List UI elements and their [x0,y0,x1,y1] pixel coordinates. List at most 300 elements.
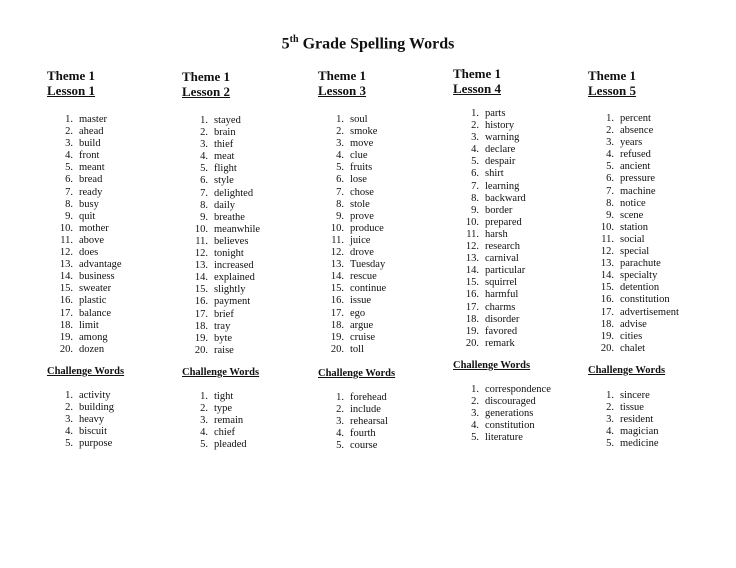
item-number: 19. [330,331,344,343]
spelling-word: does [79,247,99,259]
spelling-word: tonight [214,248,244,260]
list-item [453,156,526,168]
item-number: 3. [336,416,344,428]
list-item [182,345,260,357]
item-number: 7. [471,180,479,192]
theme-label: Theme 1 [318,68,367,83]
list-item [47,271,122,283]
item-number: 8. [606,197,614,209]
lesson-heading: Lesson 1 [47,83,96,98]
spelling-word: years [620,137,643,149]
item-number: 13. [465,253,479,265]
list-item [318,416,388,428]
item-number: 12. [330,247,344,259]
item-number: 16. [194,296,208,308]
list-item [453,229,526,241]
spelling-word: master [79,114,107,125]
spelling-word: harsh [485,228,508,240]
spelling-word: special [620,246,650,258]
list-item [182,248,260,260]
item-number: 19. [465,325,479,337]
item-number: 15. [600,282,614,294]
spelling-word: issue [350,295,371,307]
challenge-heading: Challenge Words [318,368,396,379]
list-item [453,314,526,326]
spelling-word: byte [214,332,233,344]
spelling-word: fruits [350,162,373,174]
item-number: 16. [600,294,614,306]
list-item [318,332,386,344]
list-item [318,295,386,307]
list-item [182,175,260,187]
item-number: 3. [200,415,208,427]
list-item [318,199,386,211]
spelling-word: meant [79,162,105,174]
spelling-word: advantage [79,259,122,271]
item-number: 11. [601,233,614,245]
list-item [47,211,122,223]
item-number: 4. [336,428,344,440]
item-number: 1. [606,390,614,401]
list-item [318,344,386,356]
challenge-list [453,384,551,444]
spelling-word: cruise [350,331,376,343]
list-item [453,302,526,314]
spelling-word: raise [214,344,234,356]
list-item [318,320,386,332]
list-item [453,108,526,120]
spelling-word: ego [350,307,366,319]
item-number: 2. [336,404,344,416]
item-number: 1. [65,114,73,125]
challenge-word: course [350,440,378,452]
item-number: 5. [65,438,73,450]
item-number: 7. [65,186,73,198]
list-item [588,282,679,294]
item-number: 3. [606,414,614,426]
spelling-word: stole [350,198,370,210]
list-item [182,115,260,127]
list-item [588,161,679,173]
item-number: 1. [65,390,73,401]
spelling-word: lose [350,174,367,186]
spelling-word: particular [485,265,526,277]
item-number: 4. [200,151,208,163]
list-item [47,308,122,320]
item-number: 14. [465,265,479,277]
spelling-word: balance [79,307,112,319]
item-number: 1. [471,108,479,119]
list-item [588,438,658,450]
item-number: 5. [65,162,73,174]
spelling-word: front [79,150,100,162]
list-item [453,193,526,205]
spelling-word: juice [350,234,371,246]
spelling-word: border [485,204,513,216]
spelling-word: meanwhile [214,223,261,235]
spelling-word: busy [79,198,99,210]
challenge-word: remain [214,415,244,427]
item-number: 12. [465,241,479,253]
spelling-word: bread [79,174,103,186]
list-item [182,200,260,212]
list-item [182,139,260,151]
challenge-word: forehead [350,392,387,403]
item-number: 14. [59,271,73,283]
item-number: 10. [330,222,344,234]
list-item [453,432,551,444]
challenge-word: generations [485,408,534,420]
item-number: 15. [465,277,479,289]
spelling-word: carnival [485,253,519,265]
list-item [588,173,679,185]
item-number: 12. [600,246,614,258]
spelling-word: toll [350,343,365,355]
list-item [588,390,658,402]
item-number: 19. [194,332,208,344]
spelling-word: scene [620,209,644,221]
spelling-word: payment [214,296,251,308]
list-item [588,137,679,149]
spelling-word: detention [620,282,660,294]
item-number: 20. [194,344,208,356]
lesson-heading: Lesson 5 [588,83,637,98]
spelling-word: backward [485,192,526,204]
item-number: 4. [65,426,73,438]
item-number: 5. [336,440,344,452]
spelling-word: limit [79,319,99,331]
list-item [47,126,122,138]
list-item [182,188,260,200]
list-item [318,114,386,126]
list-item [588,234,679,246]
spelling-word: move [350,138,374,150]
list-item [453,217,526,229]
item-number: 19. [59,331,73,343]
item-number: 5. [606,438,614,450]
list-item [318,150,386,162]
list-item [47,283,122,295]
item-number: 16. [59,295,73,307]
list-item [453,120,526,132]
item-number: 18. [194,320,208,332]
spelling-word: continue [350,283,387,295]
spelling-word: ahead [79,126,104,138]
spelling-word: notice [620,197,646,209]
spelling-word: among [79,331,108,343]
word-list [182,115,260,357]
spelling-word: produce [350,222,384,234]
item-number: 7. [200,187,208,199]
challenge-word: medicine [620,438,659,450]
spelling-word: shirt [485,168,504,180]
item-number: 12. [59,247,73,259]
item-number: 13. [194,260,208,272]
word-list [47,114,122,356]
item-number: 2. [200,127,208,139]
spelling-word: meat [214,151,235,163]
spelling-word: history [485,120,515,132]
spelling-word: parts [485,108,506,119]
lesson-heading: Lesson 4 [453,81,502,96]
list-item [47,174,122,186]
spelling-word: increased [214,260,254,272]
list-item [47,114,122,126]
list-item [182,151,260,163]
list-item [182,296,260,308]
spelling-word: prepared [485,216,522,228]
list-item [453,420,551,432]
list-item [453,253,526,265]
item-number: 8. [336,198,344,210]
list-item [182,212,260,224]
spelling-word: chalet [620,342,646,354]
item-number: 6. [336,174,344,186]
item-number: 2. [65,126,73,138]
item-number: 5. [606,161,614,173]
item-number: 5. [200,163,208,175]
item-number: 4. [471,420,479,432]
list-item [318,126,386,138]
list-item [588,426,658,438]
spelling-word: above [79,234,105,246]
item-number: 8. [65,198,73,210]
list-item [182,439,247,451]
list-item [588,258,679,270]
list-item [182,224,260,236]
spelling-word: explained [214,272,255,284]
challenge-list [318,392,388,452]
item-number: 9. [606,209,614,221]
spelling-word: sweater [79,283,112,295]
challenge-list [47,390,114,450]
item-number: 1. [606,113,614,124]
list-item [182,163,260,175]
challenge-word: include [350,404,381,416]
list-item [182,127,260,139]
list-item [318,308,386,320]
item-number: 4. [200,427,208,439]
item-number: 14. [600,270,614,282]
spelling-word: station [620,221,648,233]
item-number: 19. [600,330,614,342]
list-item [453,289,526,301]
lesson-heading: Lesson 2 [182,84,231,99]
challenge-word: resident [620,414,654,426]
spelling-word: breathe [214,211,245,223]
item-number: 6. [65,174,73,186]
spelling-word: absence [620,125,654,137]
item-number: 2. [336,126,344,138]
list-item [318,235,386,247]
list-item [588,113,679,125]
list-item [318,404,388,416]
item-number: 16. [330,295,344,307]
spelling-word: squirrel [485,277,518,289]
list-item [47,247,122,259]
list-item [588,125,679,137]
spelling-word: despair [485,156,516,168]
spelling-word: soul [350,114,368,125]
spelling-word: daily [214,199,235,211]
item-number: 11. [331,234,344,246]
list-item [47,390,114,402]
item-number: 9. [200,211,208,223]
list-item [182,321,260,333]
list-item [588,149,679,161]
item-number: 8. [471,192,479,204]
spelling-word: charms [485,301,516,313]
list-item [318,392,388,404]
item-number: 9. [471,204,479,216]
spelling-word: delighted [214,187,254,199]
spelling-word: ancient [620,161,651,173]
item-number: 3. [65,138,73,150]
list-item [318,174,386,186]
list-item [47,414,114,426]
item-number: 11. [466,228,479,240]
list-item [588,319,679,331]
item-number: 15. [330,283,344,295]
list-item [588,186,679,198]
challenge-heading: Challenge Words [588,365,666,376]
theme-label: Theme 1 [588,68,637,83]
list-item [182,236,260,248]
list-item [182,284,260,296]
challenge-heading: Challenge Words [453,360,531,371]
list-item [47,187,122,199]
item-number: 15. [194,284,208,296]
list-item [47,150,122,162]
spelling-word: quit [79,210,96,222]
item-number: 4. [606,426,614,438]
spelling-word: thief [214,139,234,151]
list-item [47,438,114,450]
list-item [453,338,526,350]
list-item [453,241,526,253]
spelling-word: warning [485,132,520,144]
item-number: 9. [336,210,344,222]
spelling-word: prove [350,210,374,222]
challenge-word: discouraged [485,396,536,408]
item-number: 18. [465,313,479,325]
theme-label: Theme 1 [182,69,231,84]
list-item [182,309,260,321]
spelling-word: drove [350,247,374,259]
spelling-word: believes [214,235,249,247]
item-number: 3. [471,408,479,420]
list-item [182,272,260,284]
list-item [588,270,679,282]
item-number: 3. [606,137,614,149]
spelling-word: argue [350,319,374,331]
list-item [588,307,679,319]
challenge-word: correspondence [485,384,551,395]
item-number: 3. [336,138,344,150]
spelling-word: business [79,271,115,283]
challenge-heading: Challenge Words [182,367,260,378]
challenge-word: rehearsal [350,416,388,428]
item-number: 11. [60,234,73,246]
spelling-word: smoke [350,126,378,138]
item-number: 5. [471,156,479,168]
challenge-word: fourth [350,428,376,440]
spelling-word: plastic [79,295,107,307]
spelling-word: remark [485,337,515,349]
item-number: 7. [336,186,344,198]
list-item [588,414,658,426]
list-item [47,426,114,438]
list-item [47,199,122,211]
list-item [47,162,122,174]
item-number: 20. [465,337,479,349]
item-number: 5. [336,162,344,174]
item-number: 8. [200,199,208,211]
item-number: 2. [65,402,73,414]
item-number: 18. [59,319,73,331]
item-number: 2. [606,402,614,414]
spelling-word: parachute [620,258,661,270]
item-number: 10. [465,216,479,228]
challenge-word: purpose [79,438,113,450]
list-item [588,402,658,414]
list-item [318,283,386,295]
list-item [318,428,388,440]
item-number: 20. [59,343,73,355]
list-item [588,210,679,222]
challenge-word: constitution [485,420,535,432]
item-number: 12. [194,248,208,260]
list-item [318,247,386,259]
item-number: 10. [59,222,73,234]
list-item [182,403,247,415]
spelling-word: stayed [214,115,241,126]
challenge-word: magician [620,426,659,438]
list-item [47,332,122,344]
list-item [453,144,526,156]
list-item [453,384,551,396]
item-number: 3. [65,414,73,426]
spelling-word: social [620,233,645,245]
challenge-word: building [79,402,115,414]
challenge-word: sincere [620,390,650,401]
item-number: 3. [200,139,208,151]
item-number: 17. [59,307,73,319]
item-number: 2. [471,120,479,132]
spelling-word: declare [485,144,516,156]
list-item [318,187,386,199]
spelling-word: constitution [620,294,670,306]
spelling-word: style [214,175,234,187]
word-list [318,114,386,356]
list-item [318,440,388,452]
list-item [453,265,526,277]
list-item [182,333,260,345]
list-item [588,222,679,234]
item-number: 13. [59,259,73,271]
challenge-word: chief [214,427,235,439]
challenge-word: literature [485,432,523,444]
challenge-word: tight [214,391,234,402]
list-item [588,198,679,210]
item-number: 17. [194,308,208,320]
list-item [47,235,122,247]
item-number: 17. [600,306,614,318]
spelling-word: mother [79,222,109,234]
challenge-list [588,390,658,450]
list-item [47,259,122,271]
spelling-word: slightly [214,284,246,296]
